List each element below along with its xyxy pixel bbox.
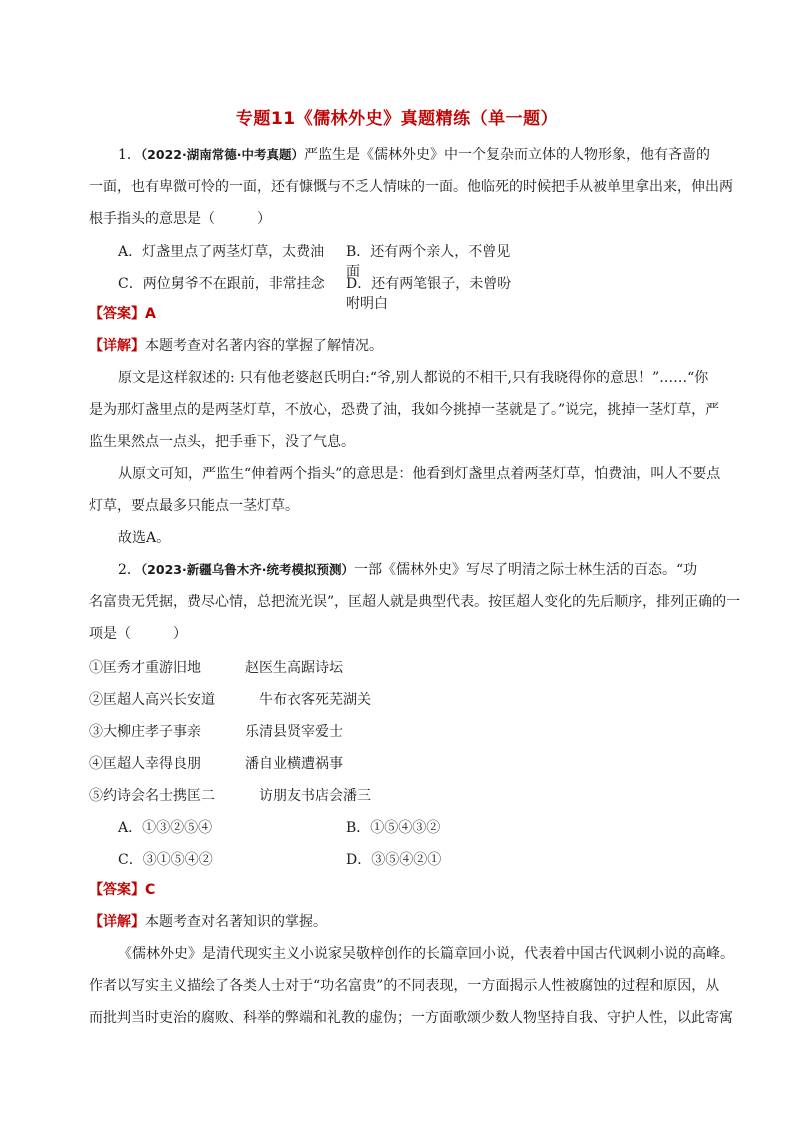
q2-stem-text: 一部《儒林外史》写尽了明清之际士林生活的百态。“功 <box>353 562 698 578</box>
q2-source: （2023·新疆乌鲁木齐·统考模拟预测） <box>140 562 354 577</box>
q2-item-2-b: 牛布衣客死芜湖关 <box>259 692 371 708</box>
q2-option-c: C．③①⑤④② <box>118 852 213 868</box>
q2-explain-line2: 作者以写实主义描绘了各类人士对于“功名富贵”的不同表现，一方面揭示人性被腐蚀的过程和原因，从 <box>89 978 720 994</box>
q1-detail-text: 本题考查对名著内容的掌握了解情况。 <box>145 338 383 354</box>
q1-source: （2022·湖南常德·中考真题） <box>140 147 304 162</box>
q2-stem-line3: 项是（ ） <box>89 626 187 642</box>
q1-option-c: C．两位舅爷不在跟前，非常挂念 <box>118 276 325 292</box>
q2-item-3 <box>89 721 489 739</box>
q1-explain-p2-line2: 灯草，要点最多只能点一茎灯草。 <box>89 498 299 514</box>
q1-detail <box>89 337 719 355</box>
q2-detail-text: 本题考查对名著知识的掌握。 <box>145 914 327 930</box>
q2-explain-line3: 而批判当时吏治的腐败、科举的弊端和礼教的虚伪；一方面歌颂少数人物坚持自我、守护人性，以此寄寓 <box>89 1010 733 1026</box>
q2-option-d: D．③⑤④②① <box>346 852 442 868</box>
q1-options-row1 <box>118 241 518 280</box>
q2-options-row2 <box>118 849 618 867</box>
q2-number: 2． <box>118 562 141 578</box>
q1-option-b: B．还有两个亲人，不曾见面 <box>346 244 511 280</box>
q1-explain-p1-line3: 监生果然点一点头，把手垂下，没了气息。 <box>89 434 355 450</box>
q2-item-3-a: ③大柳庄孝子事亲 <box>89 724 201 740</box>
q1-answer <box>89 305 719 323</box>
q1-explain-p1-line1: 原文是这样叙述的: 只有他老婆赵氏明白:“爷,别人都说的不相干,只有我晓得你的意思！”……“你 <box>118 370 709 386</box>
q2-item-1 <box>89 657 489 675</box>
q2-item-1-a: ①匡秀才重游旧地 <box>89 660 201 676</box>
q2-item-2 <box>89 689 489 707</box>
q1-explain-p2-line1: 从原文可知，严监生“伸着两个指头”的意思是：他看到灯盏里点着两茎灯草，怕费油，叫人不要点 <box>118 466 721 482</box>
q1-options-row2 <box>118 273 518 312</box>
q1-detail-tag: 【详解】 <box>89 338 145 354</box>
q1-number: 1． <box>118 147 141 163</box>
q2-item-5-a: ⑤约诗会名士携匡二 <box>89 788 215 804</box>
q2-stem-line2: 名富贵无凭据，费尽心情，总把流光误”，匡超人就是典型代表。按匡超人变化的先后顺序，排列正确的一 <box>89 594 741 610</box>
q2-item-4-b: 潘自业横遭祸事 <box>245 756 343 772</box>
q2-item-4 <box>89 753 489 771</box>
q2-stem-line1 <box>118 561 748 579</box>
q1-stem-line1 <box>118 146 748 164</box>
q2-answer-value: C <box>145 882 156 898</box>
q1-stem-line2: 一面，也有卑微可怜的一面，还有慷慨与不乏人情味的一面。他临死的时候把手从被单里拿出来，伸出两 <box>89 179 733 195</box>
q2-item-5 <box>89 785 489 803</box>
q2-option-b: B．①⑤④③② <box>346 820 441 836</box>
q1-stem-line3: 根手指头的意思是（ ） <box>89 211 271 227</box>
q1-choose: 故选A。 <box>118 530 171 546</box>
q2-answer-tag: 【答案】 <box>89 882 145 898</box>
page-title: 专题11《儒林外史》真题精练（单一题） <box>235 109 559 129</box>
q1-stem-text: 严监生是《儒林外史》中一个复杂而立体的人物形象，他有吝啬的 <box>303 147 710 163</box>
q1-option-d: D．还有两笔银子，未曾吩咐明白 <box>346 276 512 312</box>
q2-options-row1 <box>118 817 618 835</box>
q2-item-3-b: 乐清县贤宰爱士 <box>245 724 343 740</box>
q1-answer-tag: 【答案】 <box>89 306 145 322</box>
q2-item-1-b: 赵医生高踞诗坛 <box>245 660 343 676</box>
q1-answer-value: A <box>145 306 156 322</box>
q2-detail-tag: 【详解】 <box>89 914 145 930</box>
q2-item-4-a: ④匡超人幸得良朋 <box>89 756 201 772</box>
q2-detail <box>89 913 719 931</box>
q2-explain-line1: 《儒林外史》是清代现实主义小说家吴敬梓创作的长篇章回小说，代表着中国古代讽刺小说的高峰。 <box>118 946 734 962</box>
q2-option-a: A．①③②⑤④ <box>118 820 213 836</box>
q1-explain-p1-line2: 是为那灯盏里点的是两茎灯草，不放心，恐费了油，我如今挑掉一茎就是了。”说完，挑掉一茎灯草，严 <box>89 402 720 418</box>
q2-item-5-b: 访朋友书店会潘三 <box>259 788 371 804</box>
q1-option-a: A．灯盏里点了两茎灯草，太费油 <box>118 244 325 260</box>
q2-item-2-a: ②匡超人高兴长安道 <box>89 692 215 708</box>
q2-answer <box>89 881 719 899</box>
